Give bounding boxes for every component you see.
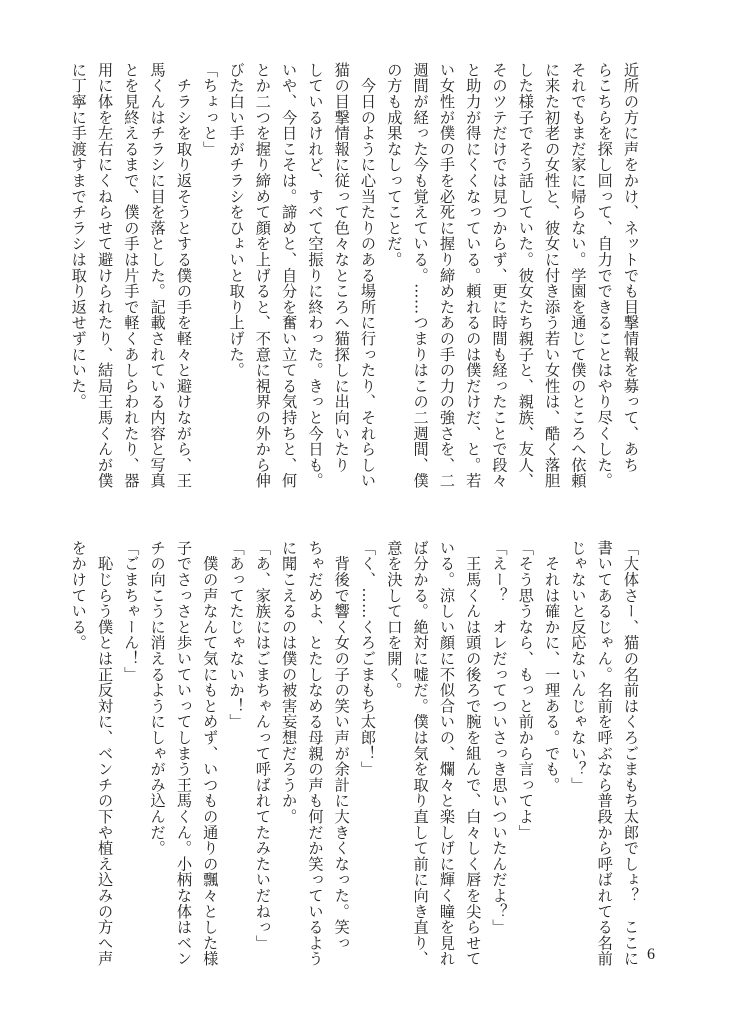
text-line: 「大体さー、猫の名前はくろごまもち太郎でしょ？ ここに [622, 540, 640, 967]
text-line: の方も成果なしってことだ。 [385, 62, 404, 268]
text-line: 「く、……くろごまもち太郎！」 [359, 540, 378, 777]
text-line: とを見終えるまで、僕の手は片手で軽くあしらわれたり、器 [122, 62, 141, 489]
text-line: 僕の声なんて気にもとめず、いつもの通りの飄々とした様 [201, 540, 220, 967]
text-line: い女性が僕の手を必死に握り締めたあの手の力の強さを、二 [437, 62, 456, 489]
text-line: 子でさっさと歩いていってしまう王馬くん。小柄な体はベン [174, 540, 193, 967]
text-line: 「ごまちゃーん！」 [122, 540, 141, 683]
text-line: 「そう思うなら、もっと前から言ってよ」 [516, 540, 535, 841]
lower-text-block [65, 540, 644, 967]
upper-text-block [65, 62, 644, 489]
text-line: 恥じらう僕とは正反対に、ベンチの下や植え込みの方へ声 [96, 540, 115, 967]
text-line: 猫の目撃情報に従って色々なところへ猫探しに出向いたり [332, 62, 351, 473]
text-line: 近所の方に声をかけ、ネットでも目撃情報を募って、あち [622, 62, 640, 473]
text-line: びた白い手がチラシをひょいと取り上げた。 [227, 62, 246, 378]
text-line: 意を決して口を開く。 [385, 540, 404, 698]
text-line: それは確かに、一理ある。でも。 [543, 540, 562, 793]
text-line: と助力が得にくくなっている。頼れるのは僕だけだ、と。若 [464, 62, 483, 489]
text-line: 用に体を左右にくねらせて避けられたり、結局王馬くんが僕 [96, 62, 115, 489]
text-line: 王馬くんは頭の後ろで腕を組んで、白々しく唇を尖らせて [464, 540, 483, 967]
text-line: ば分かる。絶対に嘘だ。僕は気を取り直して前に向き直り、 [411, 540, 430, 967]
text-line: チラシを取り返そうとする僕の手を軽々と避けながら、王 [174, 62, 193, 489]
text-line: しているけれど、すべて空振りに終わった。きっと今日も。 [306, 62, 325, 489]
text-line: に丁寧に手渡すまでチラシは取り返せずにいた。 [69, 62, 88, 410]
text-line: した様子でそう話していた。彼女たち親子と、親族、友人、 [516, 62, 535, 489]
text-line: それでもまだ家に帰らない。学園を通じて僕のところへ依頼 [569, 62, 588, 489]
text-line: 週間が経った今も覚えている。……つまりはこの二週間、僕 [411, 62, 430, 489]
text-line: 馬くんはチラシに目を落とした。記載されている内容と写真 [148, 62, 167, 489]
text-line: いる。涼しい顔に不似合いの、爛々と楽しげに輝く瞳を見れ [437, 540, 456, 967]
text-line: じゃないと反応ないんじゃない？」 [569, 540, 588, 793]
text-line: 今日のように心当たりのある場所に行ったり、それらしい [359, 62, 378, 489]
text-line: そのツテだけでは見つからず、更に時間も経ったことで段々 [490, 62, 509, 489]
text-line: に聞こえるのは僕の被害妄想だろうか。 [280, 540, 299, 825]
text-line: いや、今日こそは。諦めと、自分を奮い立てる気持ちと、何 [280, 62, 299, 489]
text-line: チの向こうに消えるようにしゃがみ込んだ。 [148, 540, 167, 856]
text-line: 書いてあるじゃん。名前を呼ぶなら普段から呼ばれてる名前 [595, 540, 614, 967]
page-number: 6 [647, 946, 655, 963]
text-line: をかけている。 [69, 540, 88, 651]
text-line: 「あってたじゃないか！」 [227, 540, 246, 730]
text-line: 「えー？ オレだってついさっき思いついたんだよ？」 [490, 540, 509, 935]
text-line: 「ちょっと」 [201, 62, 220, 157]
text-line: らこちらを探し回って、自力でできることはやり尽くした。 [595, 62, 614, 489]
text-line: とか二つを握り締めて顔を上げると、不意に視界の外から伸 [253, 62, 272, 489]
text-line: 「あ、家族にはごまちゃんって呼ばれてたみたいだねっ」 [253, 540, 272, 951]
text-line: ちゃだめよ、とたしなめる母親の声も何だか笑っているよう [306, 540, 325, 967]
text-line: 背後で響く女の子の笑い声が余計に大きくなった。笑っ [332, 540, 351, 951]
text-line: に来た初老の女性と、彼女に付き添う若い女性は、酷く落胆 [543, 62, 562, 489]
